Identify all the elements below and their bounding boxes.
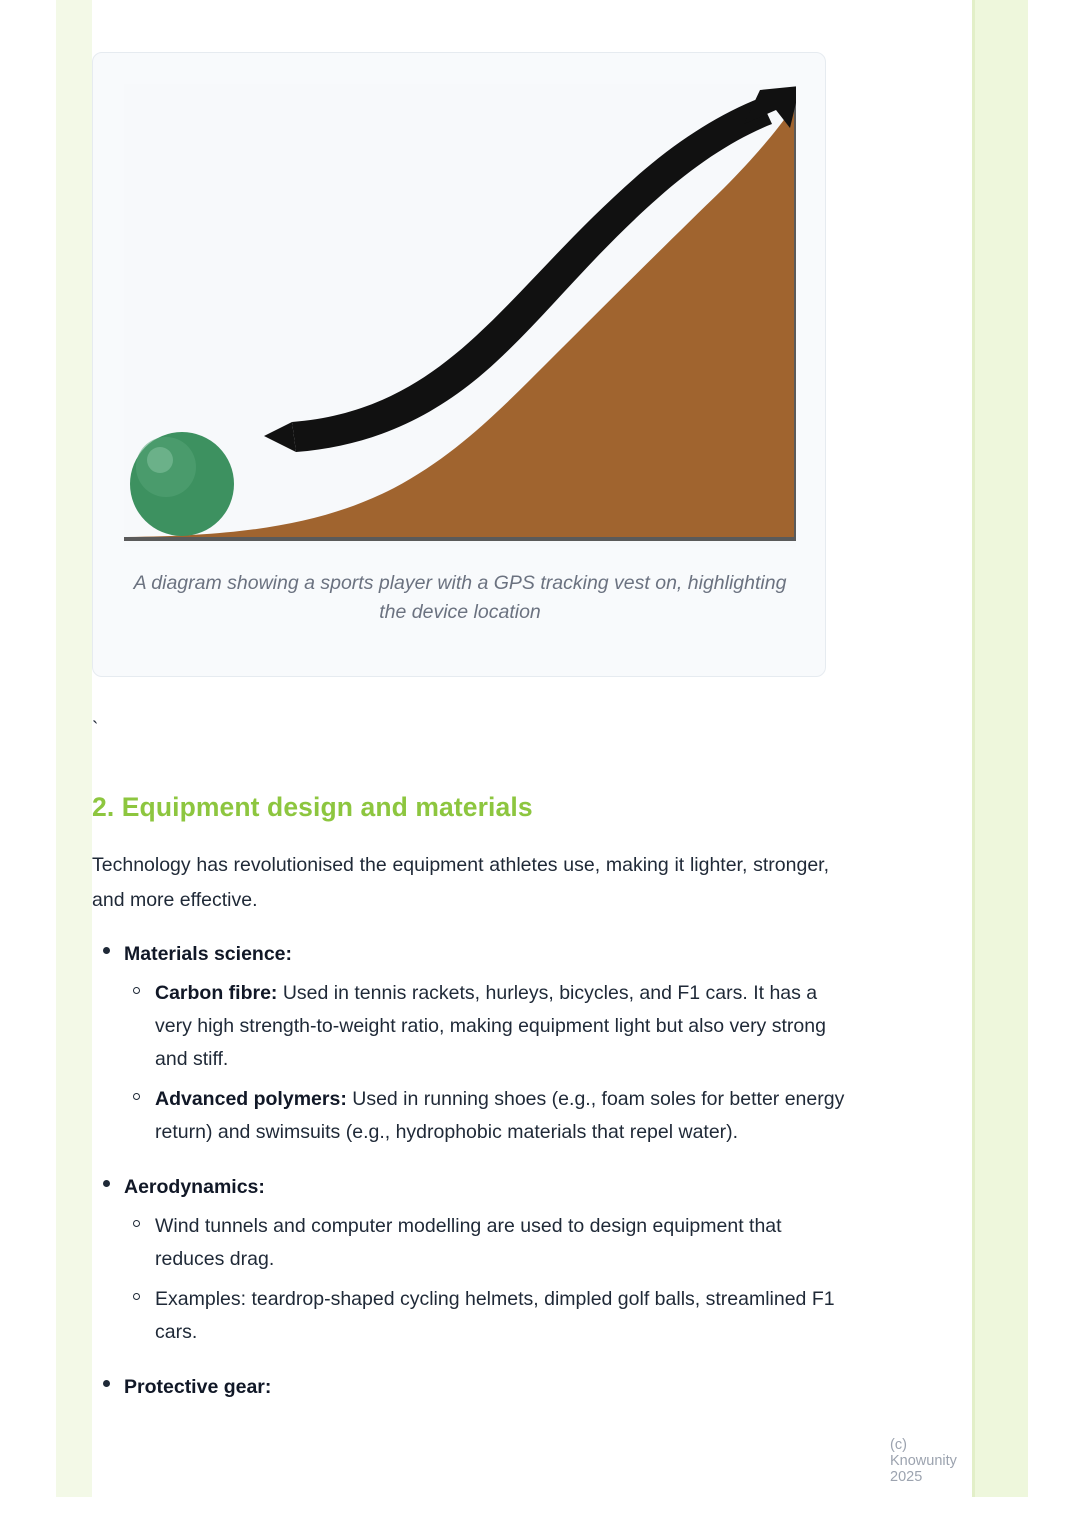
list-item	[92, 938, 852, 970]
sub-item-text: Examples: teardrop-shaped cycling helmets, dimpled golf balls, streamlined F1 cars.	[155, 1288, 835, 1343]
copyright-footer: (c) Knowunity 2025	[890, 1437, 957, 1485]
sub-list-item	[92, 977, 852, 1076]
sub-list-item	[92, 1210, 852, 1276]
list-item	[92, 1171, 852, 1203]
bullet-dot-icon	[103, 1180, 110, 1187]
list-item-label: Protective gear:	[124, 1376, 272, 1398]
stray-backtick: `	[92, 719, 99, 740]
sub-list-item	[92, 1083, 852, 1149]
intro-paragraph: Technology has revolutionised the equipment athletes use, making it lighter, stronger, and more effective.	[92, 854, 829, 911]
figure-caption: A diagram showing a sports player with a GPS tracking vest on, highlighting the device location	[133, 572, 787, 623]
growth-arrow-hill-diagram	[124, 84, 796, 547]
list-item-label: Materials science:	[124, 943, 293, 965]
bullet-circle-icon	[133, 1220, 140, 1227]
bullet-circle-icon	[133, 1093, 140, 1100]
sub-list-item	[92, 1283, 852, 1349]
bullet-circle-icon	[133, 1293, 140, 1300]
bullet-dot-icon	[103, 947, 110, 954]
document-content	[92, 0, 972, 1497]
sub-item-term: Advanced polymers:	[155, 1088, 347, 1110]
list-item-label: Aerodynamics:	[124, 1176, 265, 1198]
bullet-list	[92, 938, 852, 1405]
sub-item-term: Carbon fibre:	[155, 982, 278, 1004]
list-item	[92, 1371, 852, 1403]
sub-item-text: Used in tennis rackets, hurleys, bicycles, and F1 cars. It has a very high strength-to-weight ratio, making equipment light but also very strong and stiff.	[155, 982, 826, 1070]
bullet-circle-icon	[133, 987, 140, 994]
bullet-dot-icon	[103, 1380, 110, 1387]
left-margin-band	[56, 0, 92, 1497]
sub-item-text: Wind tunnels and computer modelling are used to design equipment that reduces drag.	[155, 1215, 782, 1270]
figure-card	[92, 52, 826, 677]
section-heading: 2. Equipment design and materials	[92, 792, 533, 822]
right-margin-band	[972, 0, 1028, 1497]
sub-item-text: Used in running shoes (e.g., foam soles for better energy return) and swimsuits (e.g., hydrophobic materials that repel water).	[155, 1088, 845, 1143]
right-margin-divider	[972, 0, 975, 1497]
